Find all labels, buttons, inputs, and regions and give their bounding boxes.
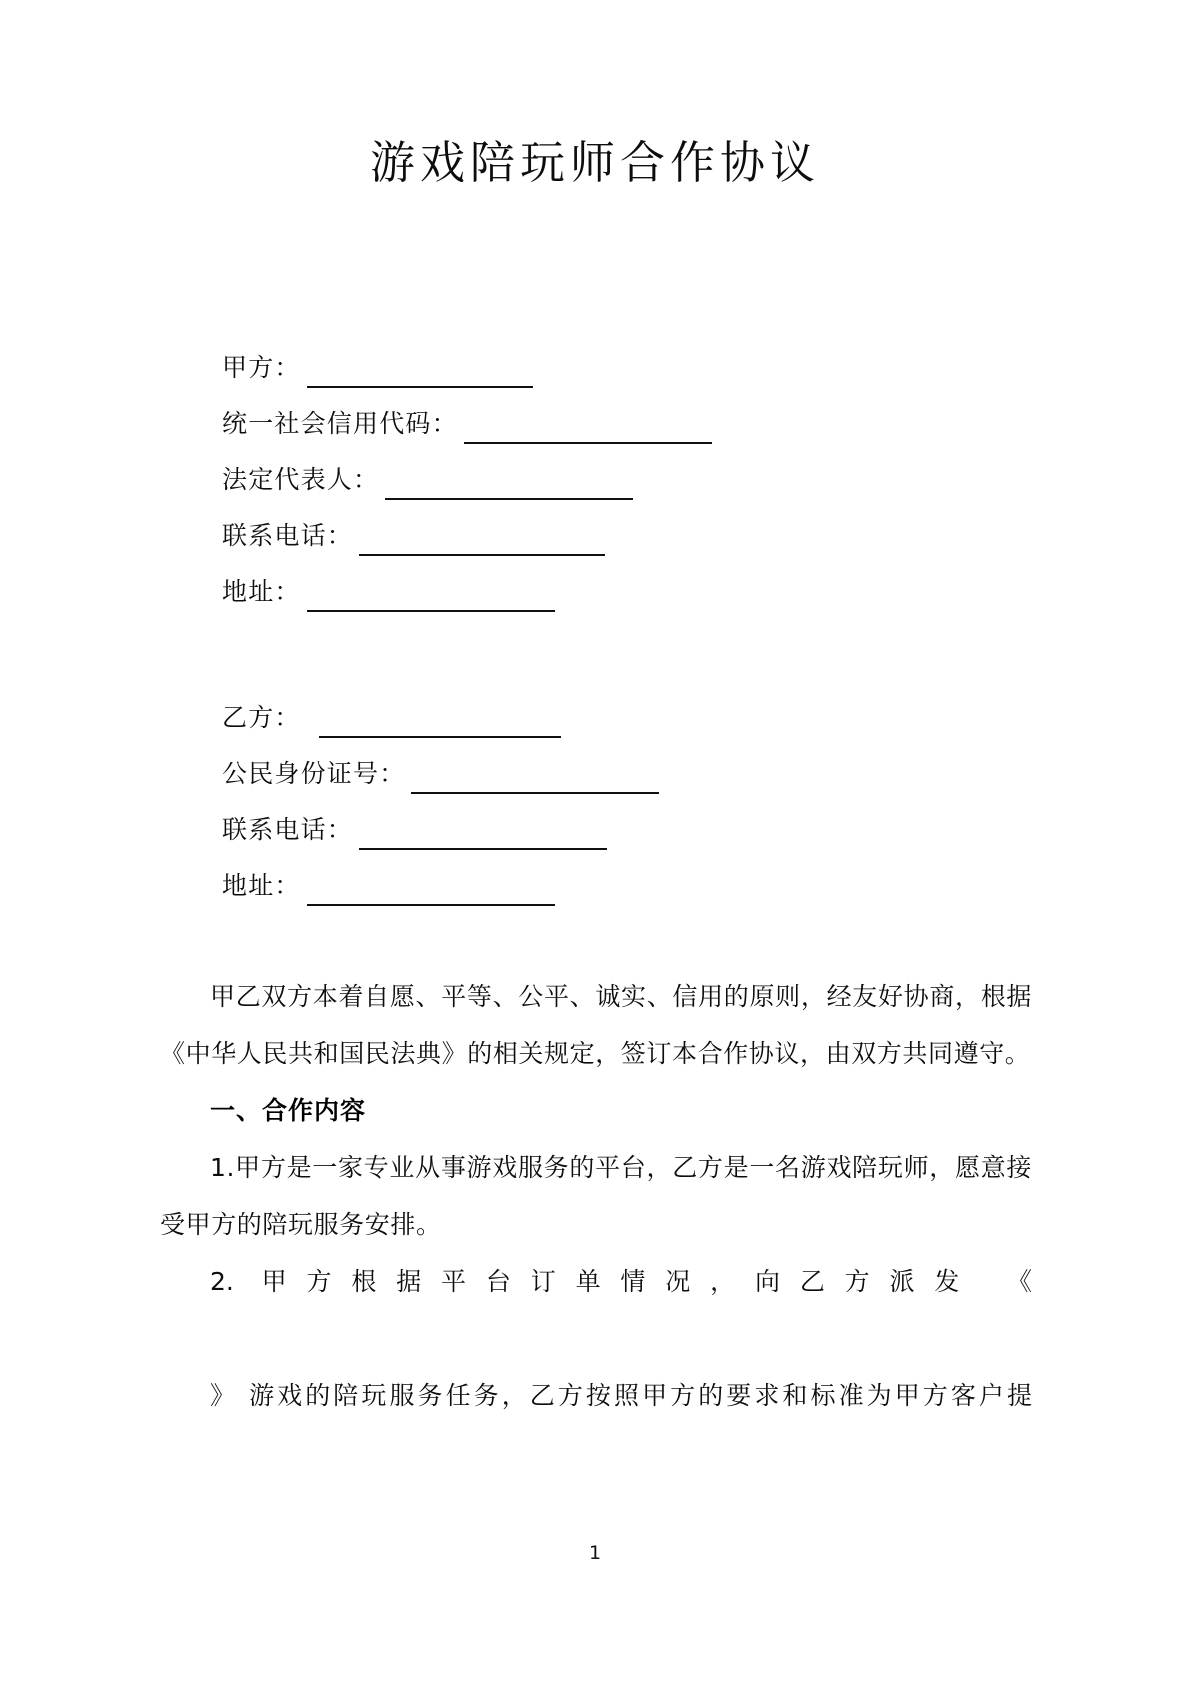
party-b-address-blank[interactable] [307,878,555,906]
party-a-section [222,332,1082,612]
field-label: 地址： [222,871,301,900]
field-label: 法定代表人： [222,465,380,494]
field-label: 地址： [222,577,301,606]
form-row-party-a-credit-code [222,388,1082,444]
form-row-party-b-phone [222,794,1082,850]
party-a-legal-rep-blank[interactable] [385,472,633,500]
form-row-party-a-address [222,556,1082,612]
party-b-name-blank[interactable] [319,710,561,738]
clause-item-1: 1.甲方是一家专业从事游戏服务的平台，乙方是一名游戏陪玩师，愿意接受甲方的陪玩服务安排。 [160,1153,1032,1239]
form-row-party-a-phone [222,500,1082,556]
form-row-party-b-id-number [222,738,1082,794]
document-body [160,968,1032,1481]
clause-item-2-line-1: 2. 甲方根据平台订单情况，向乙方派发 《 [210,1267,1032,1296]
form-row-party-b-name [222,682,1082,738]
section-heading-cooperation-content: 一、合作内容 [210,1096,367,1125]
clause-item-2 [160,1253,1032,1481]
form-row-party-a-name [222,332,1082,388]
party-a-address-blank[interactable] [307,584,555,612]
field-label: 甲方： [222,353,301,382]
party-a-phone-blank[interactable] [359,528,605,556]
party-b-id-number-blank[interactable] [411,766,659,794]
clause-item-2-line-2: 》 游戏的陪玩服务任务，乙方按照甲方的要求和标准为甲方客户提 [210,1381,1032,1410]
page-title: 游戏陪玩师合作协议 [369,136,820,189]
field-label: 乙方： [222,703,301,732]
party-a-credit-code-blank[interactable] [464,416,712,444]
party-b-section [222,682,1082,906]
preamble-paragraph: 甲乙双方本着自愿、平等、公平、诚实、信用的原则，经友好协商，根据《中华人民共和国民法典》的相关规定，签订本合作协议，由双方共同遵守。 [160,982,1032,1068]
field-label: 联系电话： [222,815,354,844]
form-row-party-b-address [222,850,1082,906]
party-b-phone-blank[interactable] [359,822,607,850]
page-number: 1 [588,1542,602,1564]
field-label: 公民身份证号： [222,759,406,788]
field-label: 统一社会信用代码： [222,409,458,438]
party-a-name-blank[interactable] [307,360,533,388]
field-label: 联系电话： [222,521,354,550]
form-row-party-a-legal-rep [222,444,1082,500]
